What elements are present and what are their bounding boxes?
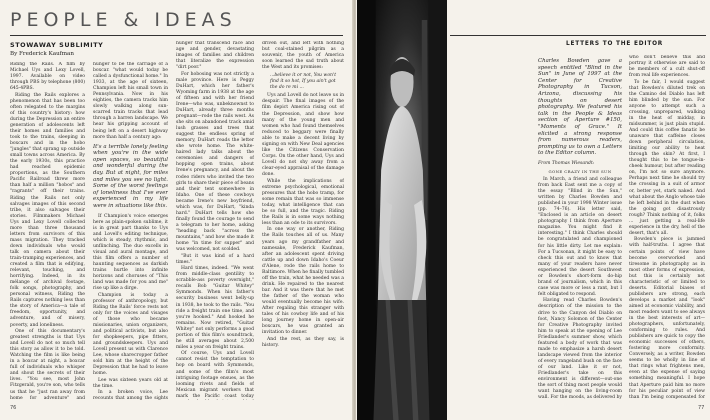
letter-paragraph: In March, a friend and colleague from back East sent me a copy of the essay "Blind in the Sun," written by Charles Bowden and published in your 1998 Winter issue (pp. 74–76). His letter said, "Enclosed is an article on desert photography I think from Aperture magazine. You might find it interesting." I think Charles should be congratulated and championed for his little dirty. Let me explain: For a Tucsonan, it might be easy to check this out and to know that many of your readers have never experienced the desert Southwest or Bowden's short-form do-hip brand of journalism, which in this case was more or less a rant, but I felt obligated to respond. (538, 177, 622, 297)
paragraph: It's a terrible lonely feeling when you're in the wide open spaces, so beautiful and wonderful during the day. But at night, for miles and miles you see no light. Some of the worst feelings of loneliness that I've ever experienced in my life were in situations like this. (93, 143, 168, 209)
paragraph: ...believe it or not, You won't find it so hot, If you ain't got the do re mi ... (270, 73, 337, 91)
photo-image (357, 0, 447, 420)
section-title: PEOPLE & IDEAS (10, 9, 237, 31)
page-number-right: 77 (698, 405, 705, 411)
paragraph: Of course, Uys and Lovell cannot resist the temptation to hop on board with Symmonds, and some of the film's most intriguing footage ensues, as the looming rivets and fields of Mexican migrant workers that mark the Pacific coast today (176, 351, 254, 399)
letter-paragraph: who don't believe this and portray it otherwise are said to be members of a cult shut-off from real life experiences. (629, 55, 705, 79)
paragraph: In one way or another, Riding the Rails touches all of us. Many years ago my grandfather and namesake, Frederick Kaufman, after an adolescent spent driving cattle up and down Idaho's Coeur d'Alene, rode the rails home to Baltimore. When he finally tumbled off the train, what he needed was a drink. He repaired to the nearest bar. And it was there that he met the father of the woman who would eventually become his wife. After regaling this stranger with tales of his cowboy life and of his long journey home in open-air boxcars, he was granted an invitation to dinner. (262, 227, 344, 336)
article-byline: By Frederick Kaufman (10, 51, 74, 57)
article-column-4 (262, 41, 344, 400)
paragraph: Riding the Rails. A film by Michael Uys and Lexy Lovell, 1997. Available on video through PBS by telephone (800) 645-4PBS. (10, 62, 85, 92)
header-rule (10, 35, 343, 36)
paragraph: Riding the Rails explores a phenomenon that has been too often relegated to the margins of this country's history: how during the Depression an entire generation of adolescents left their homes and families and took to the trains, sleeping in boxcars and in the hobo "jungles" that sprang up outside small towns across America. By the early 1930s, this practice had reached epidemic proportions, as the Southern Pacific Railroad threw more than half a million "hobos" and "ragrants" off their trains. Riding the Rails not only salvages images of this second tribe, it also salvages their stories. Filmmakers Michael Uys and Lexy Lovell collected more than three thousand letters from survivors of this mass migration. They tracked down individuals who would talk on camera about their train-tramping experiences, and created a film that is edifying, relevant, touching, and horrifying. Indeed, in its mélange of archival footage, folk songs, photography, and personal witness, Riding the Rails captures nothing less than the story of America—a tale of freedom, opportunity, and adventure, and of misery, poverty, and loneliness. (10, 92, 85, 328)
paragraph: In a broken voice, Lee recounts that among the sights (93, 390, 168, 400)
page-number-left: 76 (10, 405, 17, 411)
article-column-3 (176, 41, 254, 400)
paragraph: Lee was sixteen years old at the time. (93, 377, 168, 389)
paragraph: And the rest, as they say, is history. (262, 336, 344, 348)
letters-heading: LETTERS TO THE EDITOR (566, 41, 664, 47)
paragraph: If Champion's voice emerges here as plain-spoken sublime, it is in great part thanks to Uys and Lovell's editing technique, which is steady, rhythmic, and unflinching. The duo excells in visual and aural montage, and this film offers a number of haunting sequences as darkish trains hurtle into infinite horizons and choruses of "This land was made for you and me" rise up like a dirge. (93, 213, 168, 292)
paragraph: hunger to be the carriage of a boxcar. "what would today be called a dysfunctional home." In 1933, at the age of sixteen, Champion left his small town in Pennsylvania. Now in his eighties, the camera tracks him slowly walking along sun-scarred train tracks that lead through a barren landscape. We hear his gripping account of being left on a desert highway more than half a century ago: (93, 62, 168, 140)
paragraph: One of this documentary's greatest strengths is that Uys and Lovell do not so much tell this story as allow it to be told. Watching the film is like being in a boxcar at night, a boxcar full of individuals who whisper and shout the secrets of their lives. "You see, most John Fitzgerald, you're son, who tells us that he "just ran away from home for adventure" and (10, 329, 85, 400)
article-column-2 (93, 62, 168, 400)
letters-intro: Charles Bowden gave a speech entitled "Blind in the Sun" in June of 1997 at the Center for Creative Photography in Tucson, Arizona, discussing his thoughts on desert photography. We featured his talk in the People & Ideas section of Aperture #150, "Moments of Grace." It elicited a strong response from numerous readers, prompting us to own a Letters to the Editor column. (538, 58, 622, 157)
article-headline: STOWAWAY SUBLIMITY (10, 41, 104, 49)
paragraph: "But it was kind of a hard times." (176, 253, 254, 265)
letters-column-1 (538, 55, 622, 400)
letters-rule (450, 35, 706, 36)
boxcar-photograph (357, 0, 447, 420)
letter-title: GONE CRAZY IN THE SUN (548, 168, 612, 174)
paragraph: Hard times, indeed. "We went from middle-class gentility to scrabble-ass poverty overnight," recalls Bob "Guitar Whitey" Symmonds. When his father's security business went belly-up in 1938, he took to the rails. "You ride a freight train one time, and you're hooked." And hooked he remains. Now retired, "Guitar Whitey" not only performs a good portion of this film's soundtrack, he still averages about 2,500 miles a year on freight trains. (176, 266, 254, 350)
article-column-1 (10, 62, 85, 400)
letters-column-2-visible (627, 55, 705, 400)
letter-paragraph: Having read Charles Bowden's description of the mission to the drive to the Canyon del Diablo on foot, Nancy Solomon of the Center for Creative Photography invited him to speak at the opening of Lee Friedlander's summer show, which featured a body of work that was made to emphasize a harsh desert landscape viewed from the interior of every rangeland bush on the face of our land. Like it or not, Friedlander's take on this environment is different—out-one the sort of thing most people would want hanging on the living-room wall. For the moods, as delivered by (538, 298, 622, 400)
left-page (0, 0, 353, 420)
letter-paragraph: To be fair, I would suggest that Bowden's diluted trek on the Camino del Diablo has left him blinded by the sun. For anyone to attempt such a crossing, unprepared, walking in the heat of midday, in midsummer, is just plain stupid. And could this coffee fanatic be unaware that caffeine closes down peripheral circulation, limiting our ability to heat through the skin? At first, I thought this to be tongue-in-cheek humour, but after reading on, I'm not so sure anymore. Perhaps next time he should try the crossing in a suit of armor or, better yet, stark naked. And what about the Anglo whose tale he left behind in the dust when the going got disastrously rough? Think nothing of it, folks ... just getting a real-life experience in the dry, hell of the desert, that's all. (629, 79, 705, 236)
letter-author: From Thomas Wiesandt: (538, 160, 595, 166)
paragraph: While the implications of extreme psychological, emotional pressures that the hobo tramp, for some remain that was so immense today, what intelligence that can be so full, and the tragic. Riding the Rails is in some ways nothing less than an ode to its survivors. (262, 178, 344, 226)
paragraph: driven out, and left with nothing but coal-stained pilgrim as a souvenir, the youth of America soon learned the sad truth about the West and its promises: (262, 41, 344, 71)
paragraph: hunger that transcend race and age and gender, devastating images of families and children that literalize the expression "dirt poor." (176, 41, 254, 71)
paragraph: Champion is today a professor of anthropology, but Riding the Rails' force rests not only for the voices and visages of those who became missionaries, union organizers, and political activists, but also for shopkeepers, pipe fitters, and groundskeepers. Uys and Lovell present us with Clarence Lee, whose sharecropper father sold him at the height of the Depression that he had to leave home. (93, 292, 168, 377)
paragraph: For hobosing was not strictly a male province. Here is Peggy DuHart, which her father's Wyoming farm in 1938 at the age of fifteen and with her friend Irene—who was, unbeknownst to DuHart, already three months pregnant—rode the rails west. As she sits on abandoned track amid lush grasses and trees that suggest the endless spring of memory, DuHart reads the letter she wrote home. The white-haired lady talks about the ceremonies and dangers of hopping open trains, about Irene's pregnancy, and about the rodeo riders who invited the two girls to share their piece of beans and their tent somewhere in Idaho. One of these cowboys became Irene's new boyfriend, which was, for DuHart, "kinda hard." DuHart tells how she finally found the courage to send a telegram to her home, asking "heading back "across the mountains," and how she made it home "in time for supper" and was welcomed, not scolded. (176, 71, 254, 253)
paragraph: Uys and Lovell do not leave us in despair. The final images of the film depict America rising out of the Depression, and show how many of the young men and women who had found themselves reduced to beggary were finally able to make a decent living by signing on with New Deal agencies like the Citizens Conservation Corps. On the other hand, Uys and Lovell do not shy away from a clear-eyed appraisal of the damage done. (262, 93, 344, 177)
letter-paragraph: Bowden's piece is jammed with half-truths. I agree that certain points of view have become overworked and tiresome in photography as in most other forms of expression, but this is certainly not characteristic of or limited to deserts. Editorial biases of publishers are strong, each develops a market and "look" aimed at economic viability, and most readers want to see always in the best interests of art—photographers, unfortunately, conforming to rules. And publishers are quick to copy the economic successes of others, fostering more conformity. Conversely, as a writer, Bowden seems to be wholly in line of that rings what frightens men, even at the expense of saying something meaningful. I hope that Aperture paid him no more for his peculiar point of view than I'm being compensated for (629, 237, 705, 400)
